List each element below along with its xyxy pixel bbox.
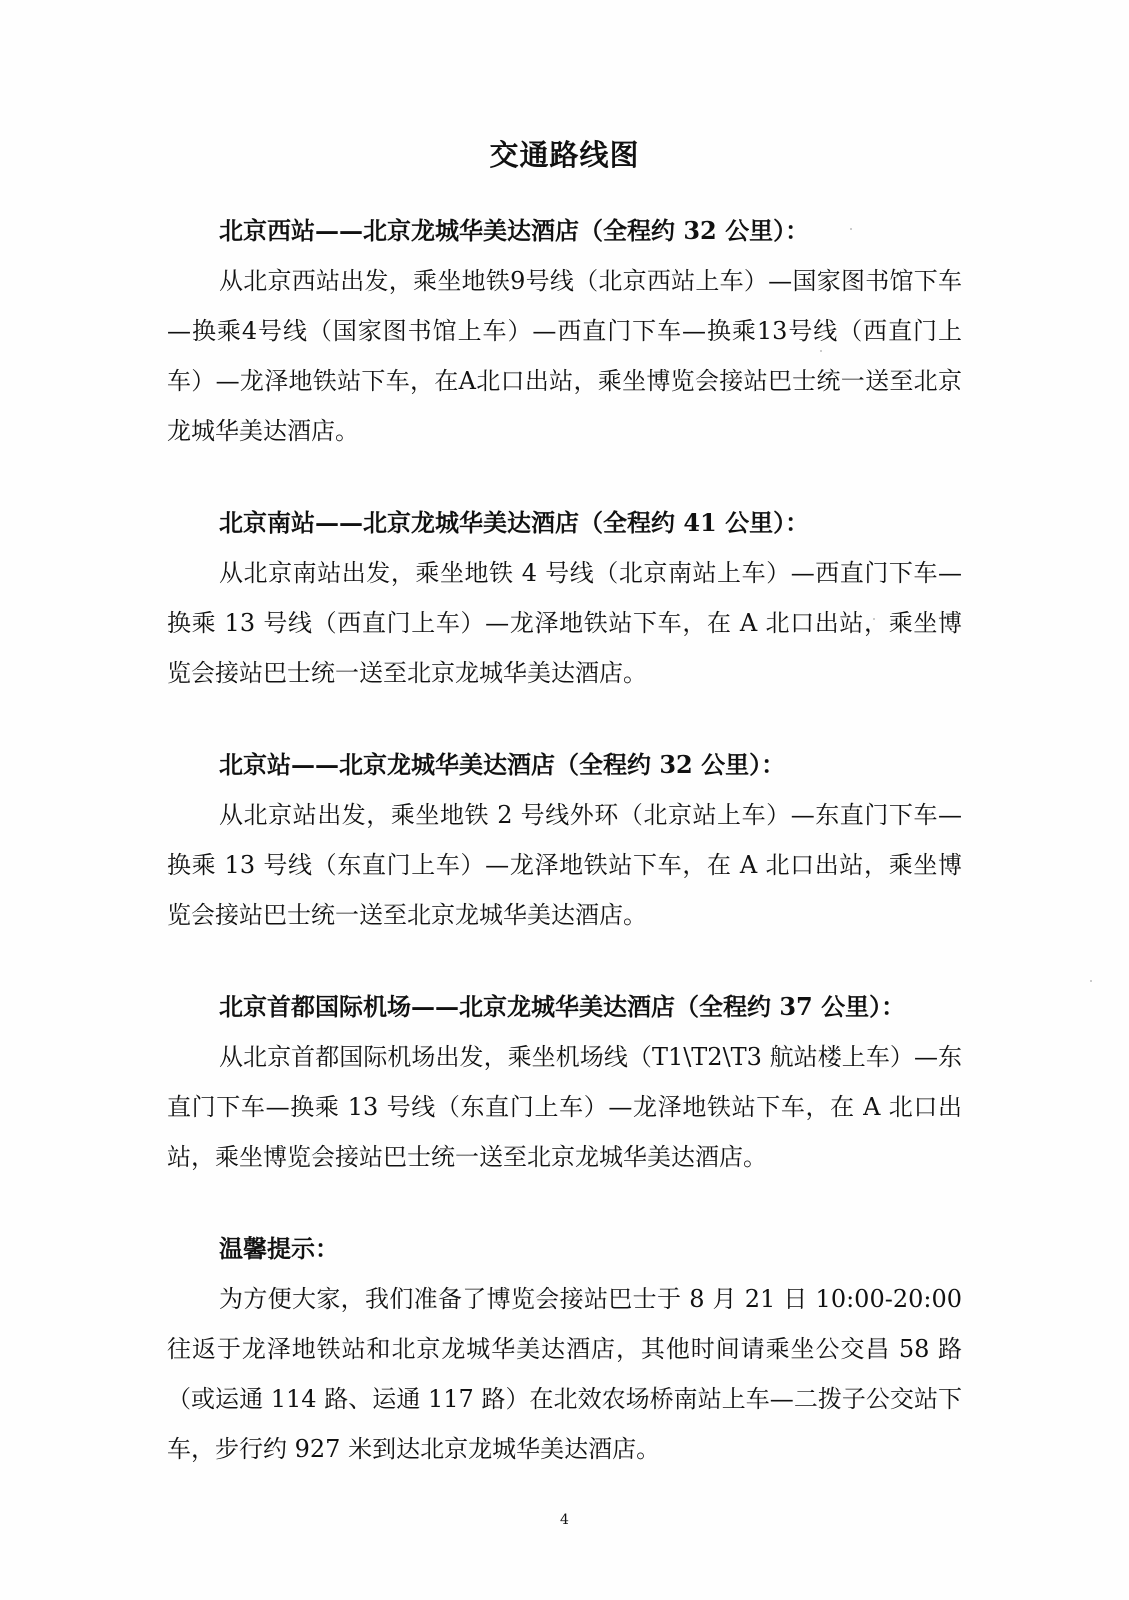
route-heading: 北京首都国际机场——北京龙城华美达酒店（全程约 37 公里）：: [219, 992, 906, 1021]
route-section-beijing-station: [167, 740, 962, 940]
document-content: [167, 206, 962, 1516]
route-description: 从北京站出发，乘坐地铁 2 号线外环（北京站上车）—东直门下车—换乘 13 号线（东直门上车）—龙泽地铁站下车，在 A 北口出站，乘坐博览会接站巴士统一送至北京龙城华美达酒店。: [167, 801, 962, 929]
page-title: 交通路线图: [489, 138, 640, 172]
scan-speck: [1090, 980, 1092, 982]
route-description: 从北京南站出发，乘坐地铁 4 号线（北京南站上车）—西直门下车—换乘 13 号线（西直门上车）—龙泽地铁站下车，在 A 北口出站，乘坐博览会接站巴士统一送至北京龙城华美达酒店。: [167, 559, 962, 687]
route-heading: 北京南站——北京龙城华美达酒店（全程约 41 公里）：: [219, 508, 810, 537]
route-heading: 北京站——北京龙城华美达酒店（全程约 32 公里）：: [219, 750, 786, 779]
route-section-capital-airport: [167, 982, 962, 1182]
route-section-beijing-south: [167, 498, 962, 698]
page-number: 4: [560, 1512, 569, 1528]
route-section-beijing-west: [167, 206, 962, 456]
route-heading: 北京西站——北京龙城华美达酒店（全程约 32 公里）：: [219, 216, 810, 245]
route-description: 从北京首都国际机场出发，乘坐机场线（T1\T2\T3 航站楼上车）—东直门下车—换乘 13 号线（东直门上车）—龙泽地铁站下车，在 A 北口出站，乘坐博览会接站巴士统一送至北京龙城华美达酒店。: [167, 1043, 962, 1171]
tips-description: 为方便大家，我们准备了博览会接站巴士于 8 月 21 日 10:00-20:00 往返于龙泽地铁站和北京龙城华美达酒店，其他时间请乘坐公交昌 58 路（或运通 114 路、运通 117 路）在北效农场桥南站上车—二拨子公交站下车，步行约 927 米到达北京龙城华美达酒店。: [167, 1285, 962, 1463]
tips-heading: 温馨提示：: [219, 1234, 339, 1263]
tips-section: [167, 1224, 962, 1474]
route-description: 从北京西站出发，乘坐地铁9号线（北京西站上车）—国家图书馆下车—换乘4号线（国家图书馆上车）—西直门下车—换乘13号线（西直门上车）—龙泽地铁站下车，在A北口出站，乘坐博览会接站巴士统一送至北京龙城华美达酒店。: [167, 267, 962, 445]
